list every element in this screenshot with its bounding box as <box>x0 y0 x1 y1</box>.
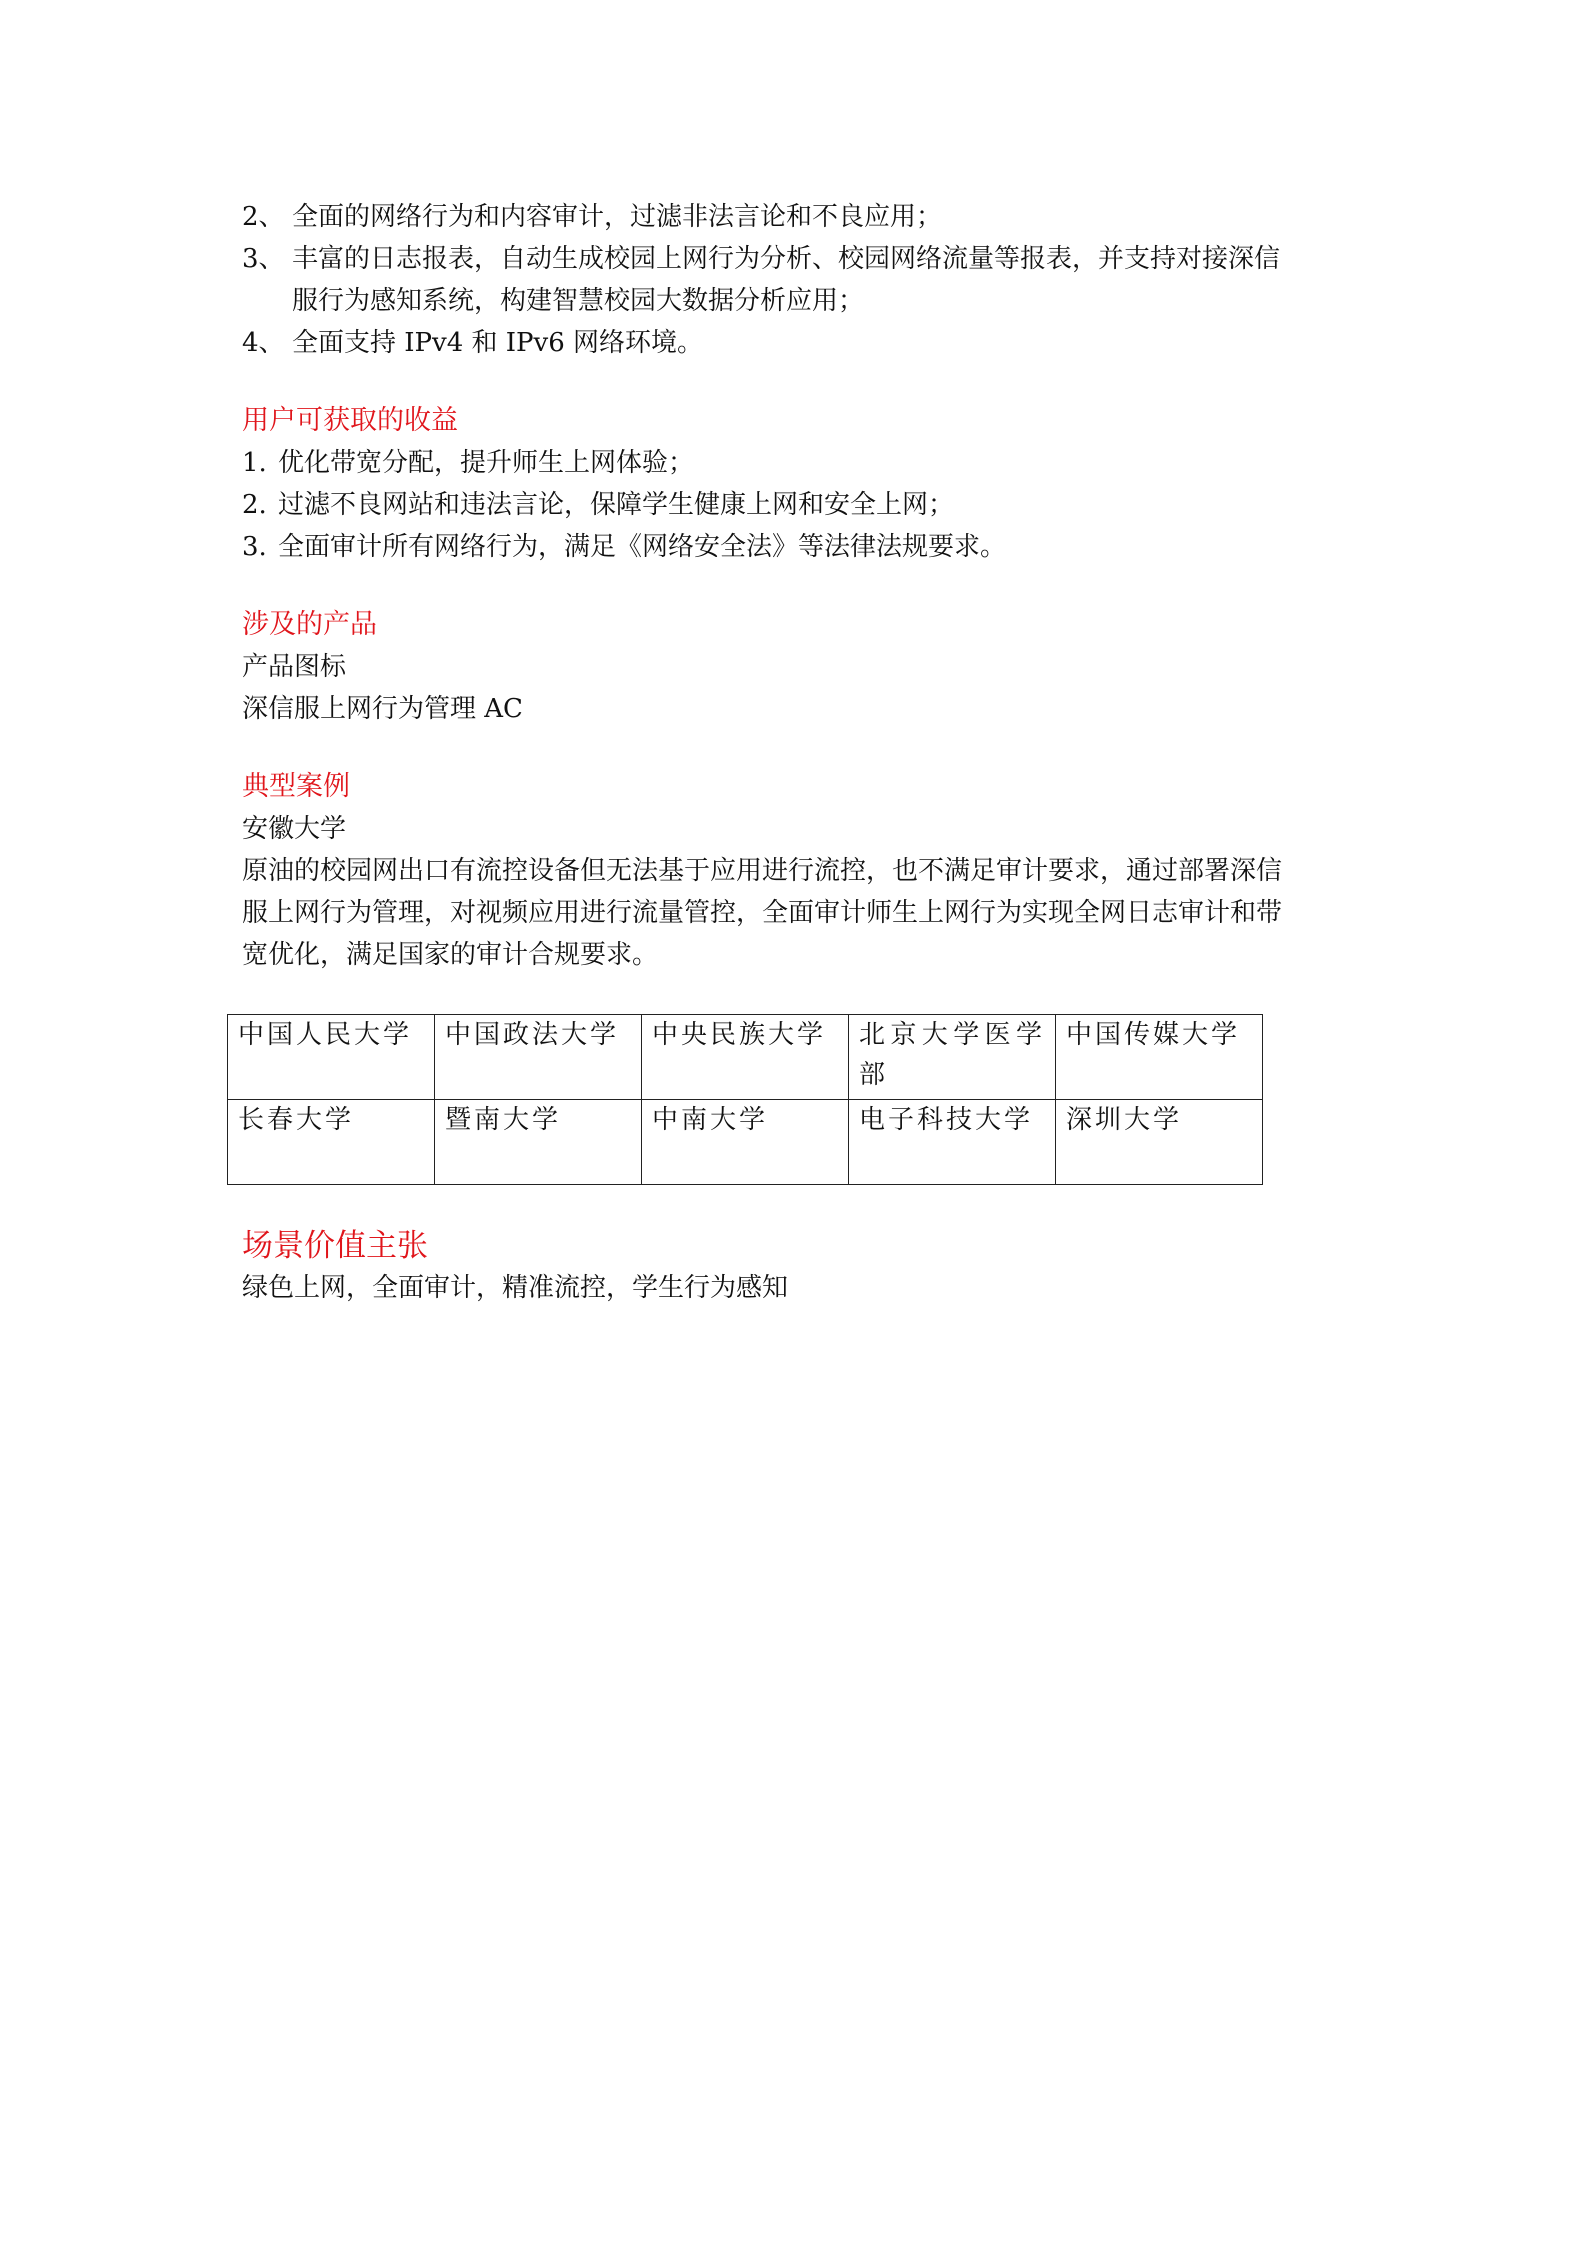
item-text: 优化带宽分配，提升师生上网体验； <box>278 448 695 478</box>
table-cell: 中国人民大学 <box>228 1015 435 1100</box>
product-name: 深信服上网行为管理 AC <box>242 694 523 724</box>
products-heading: 涉及的产品 <box>242 609 377 640</box>
table-cell: 电子科技大学 <box>849 1100 1056 1185</box>
item-number: 2、 <box>242 202 285 232</box>
item-text: 过滤不良网站和违法言论，保障学生健康上网和安全上网； <box>278 490 955 520</box>
item-text: 丰富的日志报表，自动生成校园上网行为分析、校园网络流量等报表，并支持对接深信 <box>292 244 1281 274</box>
item-text: 全面审计所有网络行为，满足《网络安全法》等法律法规要求。 <box>278 532 1007 562</box>
item-text: 全面的网络行为和内容审计，过滤非法言论和不良应用； <box>292 202 943 232</box>
table-cell: 长春大学 <box>228 1100 435 1185</box>
feature-item <box>242 238 1362 280</box>
item-number: 2. <box>242 490 267 520</box>
benefits-heading: 用户可获取的收益 <box>242 405 458 436</box>
case-description-line: 原油的校园网出口有流控设备但无法基于应用进行流控，也不满足审计要求，通过部署深信 <box>242 856 1283 886</box>
table-cell: 中国政法大学 <box>435 1015 642 1100</box>
cases-heading: 典型案例 <box>242 771 350 802</box>
table-row <box>228 1100 1263 1185</box>
table-cell: 中国传媒大学 <box>1056 1015 1263 1100</box>
benefit-item <box>242 484 1362 526</box>
document-content <box>238 196 1362 1309</box>
table-cell: 北京大学医学部 <box>849 1015 1056 1100</box>
case-name: 安徽大学 <box>242 814 347 844</box>
product-icon-label: 产品图标 <box>242 652 347 682</box>
benefit-item <box>242 442 1362 484</box>
value-text: 绿色上网，全面审计，精准流控，学生行为感知 <box>242 1273 789 1303</box>
item-text-continued: 服行为感知系统，构建智慧校园大数据分析应用； <box>292 286 865 316</box>
table-cell: 暨南大学 <box>435 1100 642 1185</box>
case-description-line: 宽优化，满足国家的审计合规要求。 <box>242 940 659 970</box>
item-number: 1. <box>242 448 267 478</box>
item-number: 4、 <box>242 328 285 358</box>
feature-item <box>242 322 1362 364</box>
case-description-line: 服上网行为管理，对视频应用进行流量管控，全面审计师生上网行为实现全网日志审计和带 <box>242 898 1283 928</box>
table-row <box>228 1015 1263 1100</box>
feature-list <box>242 196 1362 364</box>
customer-table <box>227 1014 1263 1185</box>
benefit-list <box>242 442 1362 568</box>
table-cell: 中央民族大学 <box>642 1015 849 1100</box>
table-cell: 深圳大学 <box>1056 1100 1263 1185</box>
table-cell: 中南大学 <box>642 1100 849 1185</box>
item-text: 全面支持 IPv4 和 IPv6 网络环境。 <box>292 328 704 358</box>
feature-item <box>242 196 1362 238</box>
item-number: 3. <box>242 532 267 562</box>
item-number: 3、 <box>242 244 285 274</box>
benefit-item <box>242 526 1362 568</box>
case-description <box>242 850 1362 976</box>
value-heading: 场景价值主张 <box>242 1228 428 1264</box>
